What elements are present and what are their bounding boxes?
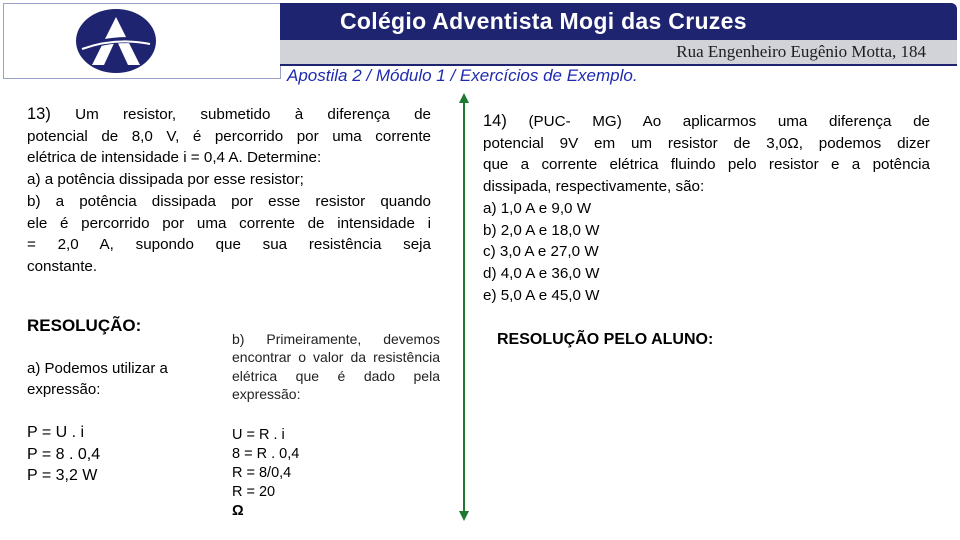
calculation-a [27, 422, 100, 487]
resolution-heading: RESOLUÇÃO: [27, 316, 142, 335]
equation-line: R = 8/0,4 [232, 465, 292, 481]
answer-option: a) 1,0 A e 9,0 W [483, 199, 592, 217]
question-text-line: dissipada, respectivamente, são: [483, 178, 705, 196]
question-text-line: a) a potência dissipada por esse resistor; [27, 171, 304, 189]
answer-option: b) 2,0 A e 18,0 W [483, 221, 600, 239]
question-14-first-line [483, 111, 930, 133]
equation-line: 8 = R . 0,4 [232, 446, 300, 462]
question-13 [27, 104, 431, 278]
equation-line-result [232, 483, 299, 521]
question-text-line: (PUC- MG) Ao aplicarmos uma diferença de [528, 113, 930, 130]
question-text-line: constante. [27, 257, 98, 275]
question-text-line: que a corrente elétrica fluindo pelo resistor e a potência [483, 156, 930, 174]
calculation-b [232, 426, 299, 521]
question-14 [483, 111, 930, 306]
answer-option: d) 4,0 A e 36,0 W [483, 264, 600, 282]
question-text-line: ele é percorrido por uma corrente de intensidade i [27, 214, 431, 232]
question-text-line: elétrica de intensidade i = 0,4 A. Determine: [27, 149, 322, 167]
school-name: Colégio Adventista Mogi das Cruzes [340, 8, 747, 34]
question-number: 14) [483, 112, 507, 130]
school-address: Rua Engenheiro Eugênio Motta, 184 [676, 42, 926, 61]
equation-line: P = U . i [27, 424, 85, 441]
equation-line: P = 8 . 0,4 [27, 445, 101, 463]
equation-line: R = 20 [232, 484, 276, 500]
question-text-line: potencial 9V em um resistor de 3,0Ω, podemos dizer [483, 134, 930, 152]
school-logo [3, 3, 281, 79]
equation-line: U = R . i [232, 427, 285, 443]
answer-option: c) 3,0 A e 27,0 W [483, 243, 599, 261]
student-resolution-heading: RESOLUÇÃO PELO ALUNO: [497, 331, 714, 348]
page-title: Apostila 2 / Módulo 1 / Exercícios de Exemplo. [287, 66, 638, 85]
question-text-line: potencial de 8,0 V, é percorrido por uma corrente [27, 127, 431, 145]
question-13-first-line [27, 104, 431, 126]
resolution-part-b-text: b) Primeiramente, devemos encontrar o valor da resistência elétrica que é dado pela expressão: [232, 331, 440, 403]
question-number: 13) [27, 105, 51, 123]
answer-option: e) 5,0 A e 45,0 W [483, 286, 600, 304]
equation-line: P = 3,2 W [27, 467, 98, 484]
resolution-part-a-text: a) Podemos utilizar a expressão: [27, 360, 168, 398]
header [0, 0, 960, 85]
question-text-line: Um resistor, submetido à diferença de [75, 106, 431, 123]
logo-a-icon [76, 9, 156, 73]
question-text-line: = 2,0 A, supondo que sua resistência seja [27, 236, 431, 254]
ohm-unit: Ω [232, 503, 244, 519]
vertical-divider-arrow [457, 93, 471, 521]
question-text-line: b) a potência dissipada por esse resistor quando [27, 192, 431, 210]
